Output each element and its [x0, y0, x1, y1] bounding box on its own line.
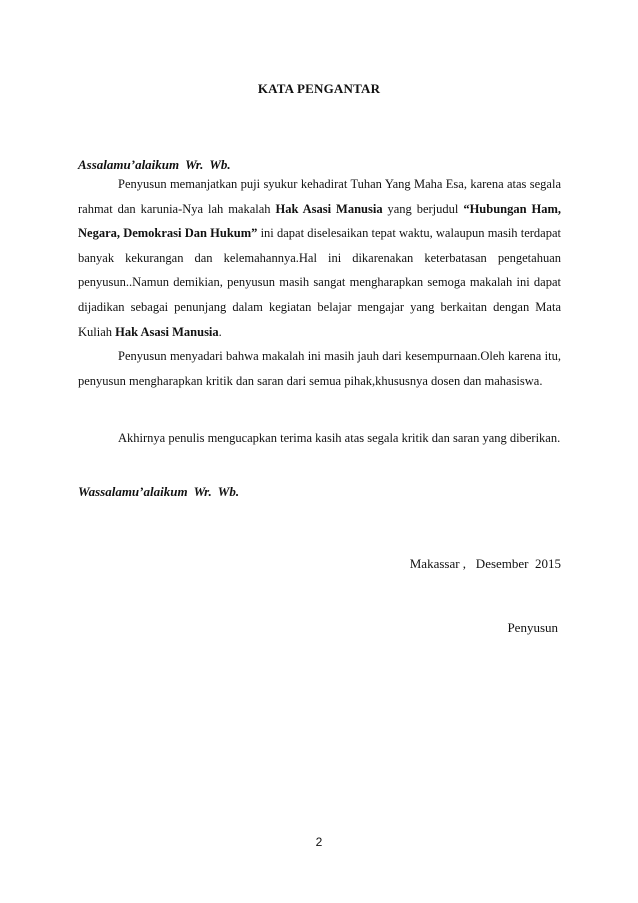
paper-title-bold: “Hubungan Ham, Negara, Demokrasi Dan Hukum”	[78, 201, 561, 241]
course-name-bold-2: Hak Asasi Manusia	[115, 324, 219, 339]
paragraph-acknowledgement: Penyusun menyadari bahwa makalah ini masih jauh dari kesempurnaan.Oleh karena itu, penyusun mengharapkan kritik dan saran dari semua pihak,khususnya dosen dan mahasiswa.	[78, 349, 561, 388]
paragraph-intro-text-1: Penyusun memanjatkan puji syukur kehadirat Tuhan Yang Maha Esa, karena atas segala rahmat dan karunia-Nya lah makalah	[78, 177, 561, 216]
paragraph-intro	[78, 172, 561, 344]
course-name-bold: Hak Asasi Manusia	[275, 201, 383, 216]
paragraph-intro-text-2: yang berjudul	[382, 201, 464, 216]
paragraph-intro-text-3: ini dapat diselesaikan tepat waktu, walaupun masih terdapat banyak kekurangan dan kelemahannya.Hal ini dikarenakan keterbatasan pengetahuan penyusun..Namun demikian, penyusun masih sangat mengharapkan semoga makalah ini dapat dijadikan sebagai penunjang dalam kegiatan belajar mengajar yang berkaitan dengan Mata Kuliah	[78, 226, 561, 339]
page-title: KATA PENGANTAR	[257, 81, 381, 96]
page-number: 2	[315, 835, 323, 849]
place-date: Makassar , Desember 2015	[409, 556, 561, 571]
paragraph-thanks: Akhirnya penulis mengucapkan terima kasih atas segala kritik dan saran yang diberikan.	[118, 431, 561, 445]
signer-name: Penyusun	[507, 620, 558, 635]
greeting-line: Assalamu’alaikum Wr. Wb.	[78, 157, 231, 172]
paragraph-intro-text-4: .	[218, 324, 222, 339]
closing-line: Wassalamu’alaikum Wr. Wb.	[78, 484, 240, 499]
